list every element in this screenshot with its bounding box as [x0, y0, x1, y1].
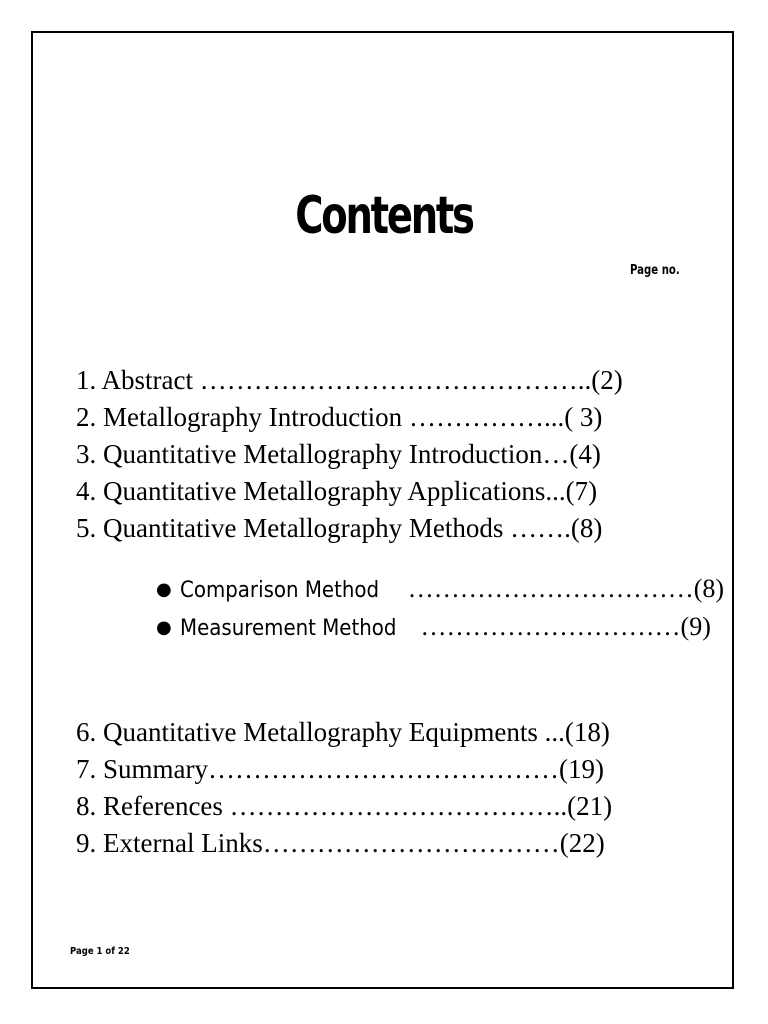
- toc-sub-list: [156, 570, 724, 646]
- toc-leader: ...: [537, 717, 565, 747]
- bullet-icon: ●: [156, 579, 172, 600]
- toc-page: (18): [564, 717, 610, 747]
- toc-page: ( 3): [564, 402, 603, 432]
- toc-label: Abstract: [101, 365, 193, 395]
- toc-page: (22): [559, 828, 605, 858]
- toc-leader: …………………………………: [208, 754, 559, 784]
- toc-number: 2.: [76, 402, 97, 432]
- toc-leader: ...: [545, 476, 566, 506]
- toc-sub-entry-comparison[interactable]: [156, 570, 724, 608]
- page-footer: Page 1 of 22: [70, 946, 130, 957]
- toc-sub-label: Measurement Method: [180, 616, 397, 641]
- toc-entry-quant-methods[interactable]: [76, 510, 623, 547]
- toc-label: Metallography Introduction: [103, 402, 403, 432]
- toc-leader: …….: [503, 513, 571, 543]
- toc-leader: ……………...: [402, 402, 565, 432]
- toc-number: 1.: [76, 365, 97, 395]
- toc-page: (19): [559, 754, 604, 784]
- toc-page: (21): [567, 791, 613, 821]
- toc-label: Quantitative Metallography Equipments: [103, 717, 538, 747]
- toc-entry-summary[interactable]: [76, 751, 612, 788]
- toc-entry-references[interactable]: [76, 788, 612, 825]
- toc-leader: ……………………………: [401, 574, 694, 603]
- toc-leader: ………………………………..: [222, 791, 568, 821]
- toc-label: References: [103, 791, 223, 821]
- toc-page: (4): [569, 439, 601, 469]
- toc-entry-quant-applications[interactable]: [76, 473, 623, 510]
- toc-sub-entry-measurement[interactable]: [156, 608, 724, 646]
- toc-number: 3.: [76, 439, 97, 469]
- toc-leader: …: [542, 439, 570, 469]
- toc-entry-abstract[interactable]: [76, 362, 623, 399]
- toc-list-main: [76, 362, 623, 547]
- toc-entry-equipments[interactable]: [76, 714, 612, 751]
- toc-page: (9): [680, 612, 711, 641]
- toc-entry-external-links[interactable]: [76, 825, 612, 862]
- toc-entry-quant-intro[interactable]: [76, 436, 623, 473]
- toc-label: Quantitative Metallography Methods: [103, 513, 504, 543]
- toc-page: (7): [565, 476, 598, 506]
- page-no-label: Page no.: [630, 263, 680, 278]
- toc-leader: ……………………………: [262, 828, 560, 858]
- toc-label: External Links: [103, 828, 263, 858]
- toc-label: Quantitative Metallography Applications: [103, 476, 546, 506]
- toc-number: 5.: [76, 513, 97, 543]
- bullet-icon: ●: [156, 617, 172, 638]
- page-title: Contents: [295, 186, 473, 246]
- toc-entry-metallography-intro[interactable]: [76, 399, 623, 436]
- toc-list-secondary: [76, 714, 612, 862]
- toc-number: 4.: [76, 476, 97, 506]
- toc-label: Summary: [103, 754, 208, 784]
- toc-page: (8): [570, 513, 603, 543]
- toc-sub-label: Comparison Method: [180, 578, 380, 603]
- toc-label: Quantitative Metallography Introduction: [103, 439, 543, 469]
- toc-leader: ……………………………………..: [192, 365, 592, 395]
- toc-number: 9.: [76, 828, 97, 858]
- toc-leader: …………………………: [420, 612, 681, 641]
- toc-page: (8): [693, 574, 725, 603]
- toc-number: 8.: [76, 791, 97, 821]
- toc-number: 6.: [76, 717, 97, 747]
- toc-page: (2): [591, 365, 623, 395]
- toc-number: 7.: [76, 754, 97, 784]
